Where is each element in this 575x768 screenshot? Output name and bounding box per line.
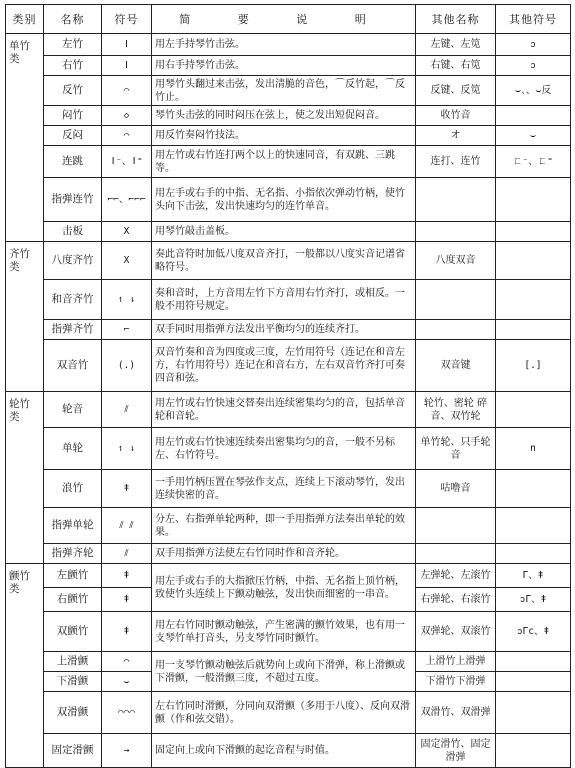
other-name-cell: 单竹轮、只手轮音: [416, 428, 496, 470]
table-row: [6, 340, 571, 392]
symbol-cell: ⌐⌐、⌐⌐⌐: [102, 178, 152, 222]
other-symbol-cell: ↄ: [496, 56, 571, 76]
description-cell: 用左竹或右竹快速连续奏出密集均匀的音，一般不另标左、右竹符号。: [152, 428, 416, 470]
description-cell: 用左右竹同时颤动触弦，产生密满的颤竹效果，也有用一支琴竹单打音头，另支琴竹同时颤竹。: [152, 612, 416, 652]
notation-table-sheet: [5, 4, 570, 768]
symbol-cell: ǂ: [102, 612, 152, 652]
symbol-cell: ⫽ ⫽: [102, 508, 152, 544]
table-row: [6, 692, 571, 734]
name-cell: 指弹齐竹: [44, 320, 102, 340]
table-row: [6, 544, 571, 564]
table-row: [6, 76, 571, 106]
other-name-cell: [416, 222, 496, 242]
name-cell: 左颤竹: [44, 564, 102, 588]
other-symbol-cell: [496, 222, 571, 242]
symbol-cell: ⌒: [102, 76, 152, 106]
header-name: 名称: [44, 5, 102, 34]
other-name-cell: 轮竹、密轮 碎音、双竹轮: [416, 392, 496, 428]
other-name-cell: [416, 178, 496, 222]
table-row: [6, 734, 571, 768]
other-name-cell: 右弹轮、右滚竹: [416, 588, 496, 612]
symbol-cell: ⌒⌒⌒: [102, 692, 152, 734]
other-symbol-cell: [.]: [496, 340, 571, 392]
other-name-cell: 右键、右笕: [416, 56, 496, 76]
name-cell: 左竹: [44, 34, 102, 56]
other-name-cell: [416, 320, 496, 340]
table-row: [6, 222, 571, 242]
other-symbol-cell: ↄΓ、ǂ: [496, 588, 571, 612]
symbol-cell: ǂ: [102, 588, 152, 612]
other-name-cell: 反键、反笕: [416, 76, 496, 106]
other-symbol-cell: [496, 544, 571, 564]
symbol-cell: X: [102, 222, 152, 242]
name-cell: 轮音: [44, 392, 102, 428]
other-symbol-cell: [496, 106, 571, 126]
name-cell: 上滑颤: [44, 652, 102, 672]
name-cell: 浪竹: [44, 470, 102, 508]
symbol-cell: ǀ: [102, 34, 152, 56]
other-symbol-cell: [496, 178, 571, 222]
symbol-cell: X: [102, 242, 152, 280]
other-symbol-cell: [496, 652, 571, 672]
table-row: [6, 564, 571, 588]
table-row: [6, 242, 571, 280]
header-symbol: 符号: [102, 5, 152, 34]
name-cell: 击板: [44, 222, 102, 242]
other-symbol-cell: ⌣: [496, 126, 571, 146]
symbol-cell: ⫽: [102, 544, 152, 564]
name-cell: 反闷: [44, 126, 102, 146]
other-name-cell: 左键、左笕: [416, 34, 496, 56]
symbol-cell: ǀ: [102, 56, 152, 76]
other-name-cell: [416, 280, 496, 320]
other-symbol-cell: [496, 734, 571, 768]
name-cell: 和音齐竹: [44, 280, 102, 320]
category-cell: 单竹类: [6, 34, 44, 242]
other-symbol-cell: ㄈ⁻、ㄈ⁼: [496, 146, 571, 178]
header-other-symbol: 其他符号: [496, 5, 571, 34]
description-cell: 双音竹奏和音为四度或三度，左竹用符号（连记在和音左方，右竹用符号）连记在和音右方，左右双音竹齐打可奏四音和弦。: [152, 340, 416, 392]
name-cell: 八度齐竹: [44, 242, 102, 280]
other-name-cell: 双弹轮、双滚竹: [416, 612, 496, 652]
name-cell: 闷竹: [44, 106, 102, 126]
other-symbol-cell: [496, 508, 571, 544]
table-row: [6, 280, 571, 320]
name-cell: 单轮: [44, 428, 102, 470]
description-cell: 用左手或右手的大指掀压竹柄，中指、无名指上顶竹柄，致使竹头连续上下颤动触弦，发出快而细密的一串音。: [152, 564, 416, 612]
symbol-cell: ǂ: [102, 470, 152, 508]
description-cell: 用一支琴竹颤动触弦后就势向上或向下滑弹，称上滑颤或下滑颤，一般滑颤三度，不超过五度。: [152, 652, 416, 692]
symbol-cell: ↿ ⇂: [102, 280, 152, 320]
table-row: [6, 146, 571, 178]
description-cell: 用左竹或右竹快速交替奏出连续密集均匀的音，包括单音轮和音轮。: [152, 392, 416, 428]
other-symbol-cell: [496, 672, 571, 692]
name-cell: 反竹: [44, 76, 102, 106]
name-cell: 连跳: [44, 146, 102, 178]
description-cell: 用左竹或右竹连打两个以上的快速同音，有双跳、三跳等。: [152, 146, 416, 178]
name-cell: 双滑颤: [44, 692, 102, 734]
other-symbol-cell: ↄ: [496, 34, 571, 56]
description-cell: 奏此音符时加低八度双音齐打，一般都以八度实音记谱省略符号。: [152, 242, 416, 280]
symbol-cell: →: [102, 734, 152, 768]
other-symbol-cell: [496, 392, 571, 428]
symbol-cell: ǀ⁻、ǀ⁼: [102, 146, 152, 178]
description-cell: 一手用竹柄压置在琴弦作支点，连续上下滚动琴竹，发出连续快密的音。: [152, 470, 416, 508]
name-cell: 下滑颤: [44, 672, 102, 692]
other-symbol-cell: [496, 280, 571, 320]
name-cell: 指弹连竹: [44, 178, 102, 222]
table-row: [6, 470, 571, 508]
other-symbol-cell: Γ、ǂ: [496, 564, 571, 588]
symbol-cell: (.): [102, 340, 152, 392]
description-cell: 分左、右指弹单轮两种，即一手用指弹方法奏出单轮的效果。: [152, 508, 416, 544]
other-name-cell: [416, 544, 496, 564]
other-name-cell: 双滑竹、双滑弹: [416, 692, 496, 734]
description-cell: 奏和音时，上方音用左竹下方音用右竹齐打，或相反。一般不用符号规定。: [152, 280, 416, 320]
table-row: [6, 34, 571, 56]
notation-table: [5, 4, 571, 768]
description-cell: 左右竹同时滑颤，分同向双滑颤（多用于八度）、反向双滑颤（作和弦交错）。: [152, 692, 416, 734]
name-cell: 双颤竹: [44, 612, 102, 652]
description-cell: 双手同时用指弹方法发出平衡均匀的连续齐打。: [152, 320, 416, 340]
other-symbol-cell: [496, 470, 571, 508]
other-symbol-cell: [496, 692, 571, 734]
other-name-cell: オ: [416, 126, 496, 146]
other-name-cell: 双音键: [416, 340, 496, 392]
table-row: [6, 126, 571, 146]
name-cell: 右竹: [44, 56, 102, 76]
symbol-cell: ⌣: [102, 672, 152, 692]
other-name-cell: 下滑竹下滑弹: [416, 672, 496, 692]
other-symbol-cell: [496, 320, 571, 340]
other-name-cell: 上滑竹上滑弹: [416, 652, 496, 672]
header-category: 类别: [6, 5, 44, 34]
other-name-cell: 固定滑竹、固定滑弹: [416, 734, 496, 768]
table-row: [6, 428, 571, 470]
name-cell: 右颤竹: [44, 588, 102, 612]
other-name-cell: 连打、连竹: [416, 146, 496, 178]
description-cell: 用琴竹头翻过来击弦，发出清脆的音色，⌒反竹起，⌒反竹止。: [152, 76, 416, 106]
table-row: [6, 652, 571, 672]
symbol-cell: ⌐: [102, 320, 152, 340]
header-other-name: 其他名称: [416, 5, 496, 34]
description-cell: 用反竹奏闷竹技法。: [152, 126, 416, 146]
symbol-cell: ⌒: [102, 126, 152, 146]
symbol-cell: ◇: [102, 106, 152, 126]
other-symbol-cell: ↄΓc、ǂ: [496, 612, 571, 652]
name-cell: 固定滑颤: [44, 734, 102, 768]
category-cell: 齐竹类: [6, 242, 44, 392]
other-symbol-cell: n: [496, 428, 571, 470]
table-row: [6, 320, 571, 340]
other-symbol-cell: ⌣、、⌣反: [496, 76, 571, 106]
other-name-cell: 收竹音: [416, 106, 496, 126]
description-cell: 双手用指弹方法使左右竹同时作和音齐轮。: [152, 544, 416, 564]
header-row: [6, 5, 571, 34]
other-name-cell: 八度双音: [416, 242, 496, 280]
category-cell: 轮竹类: [6, 392, 44, 564]
header-description: 简 要 说 明: [152, 5, 416, 34]
table-row: [6, 56, 571, 76]
description-cell: 用左手或右手的中指、无名指、小指依次弹动竹柄，使竹头向下击弦，发出快速均匀的连竹单音。: [152, 178, 416, 222]
table-row: [6, 508, 571, 544]
category-cell: 颤竹类: [6, 564, 44, 768]
description-cell: 用琴竹敲击盖板。: [152, 222, 416, 242]
other-symbol-cell: [496, 242, 571, 280]
other-name-cell: 咕噜音: [416, 470, 496, 508]
description-cell: 用右手持琴竹击弦。: [152, 56, 416, 76]
symbol-cell: ↿ ⇂: [102, 428, 152, 470]
table-row: [6, 178, 571, 222]
description-cell: 用左手持琴竹击弦。: [152, 34, 416, 56]
name-cell: 指弹单轮: [44, 508, 102, 544]
description-cell: 固定向上或向下滑颤的起讫音程与时值。: [152, 734, 416, 768]
other-name-cell: 左弹轮、左滚竹: [416, 564, 496, 588]
table-row: [6, 612, 571, 652]
name-cell: 指弹齐轮: [44, 544, 102, 564]
symbol-cell: ⫽: [102, 392, 152, 428]
symbol-cell: ⌒: [102, 652, 152, 672]
name-cell: 双音竹: [44, 340, 102, 392]
other-name-cell: [416, 508, 496, 544]
symbol-cell: ǂ: [102, 564, 152, 588]
table-row: [6, 106, 571, 126]
description-cell: 琴竹头击弦的同时闷压在弦上，使之发出短促闷音。: [152, 106, 416, 126]
table-row: [6, 392, 571, 428]
